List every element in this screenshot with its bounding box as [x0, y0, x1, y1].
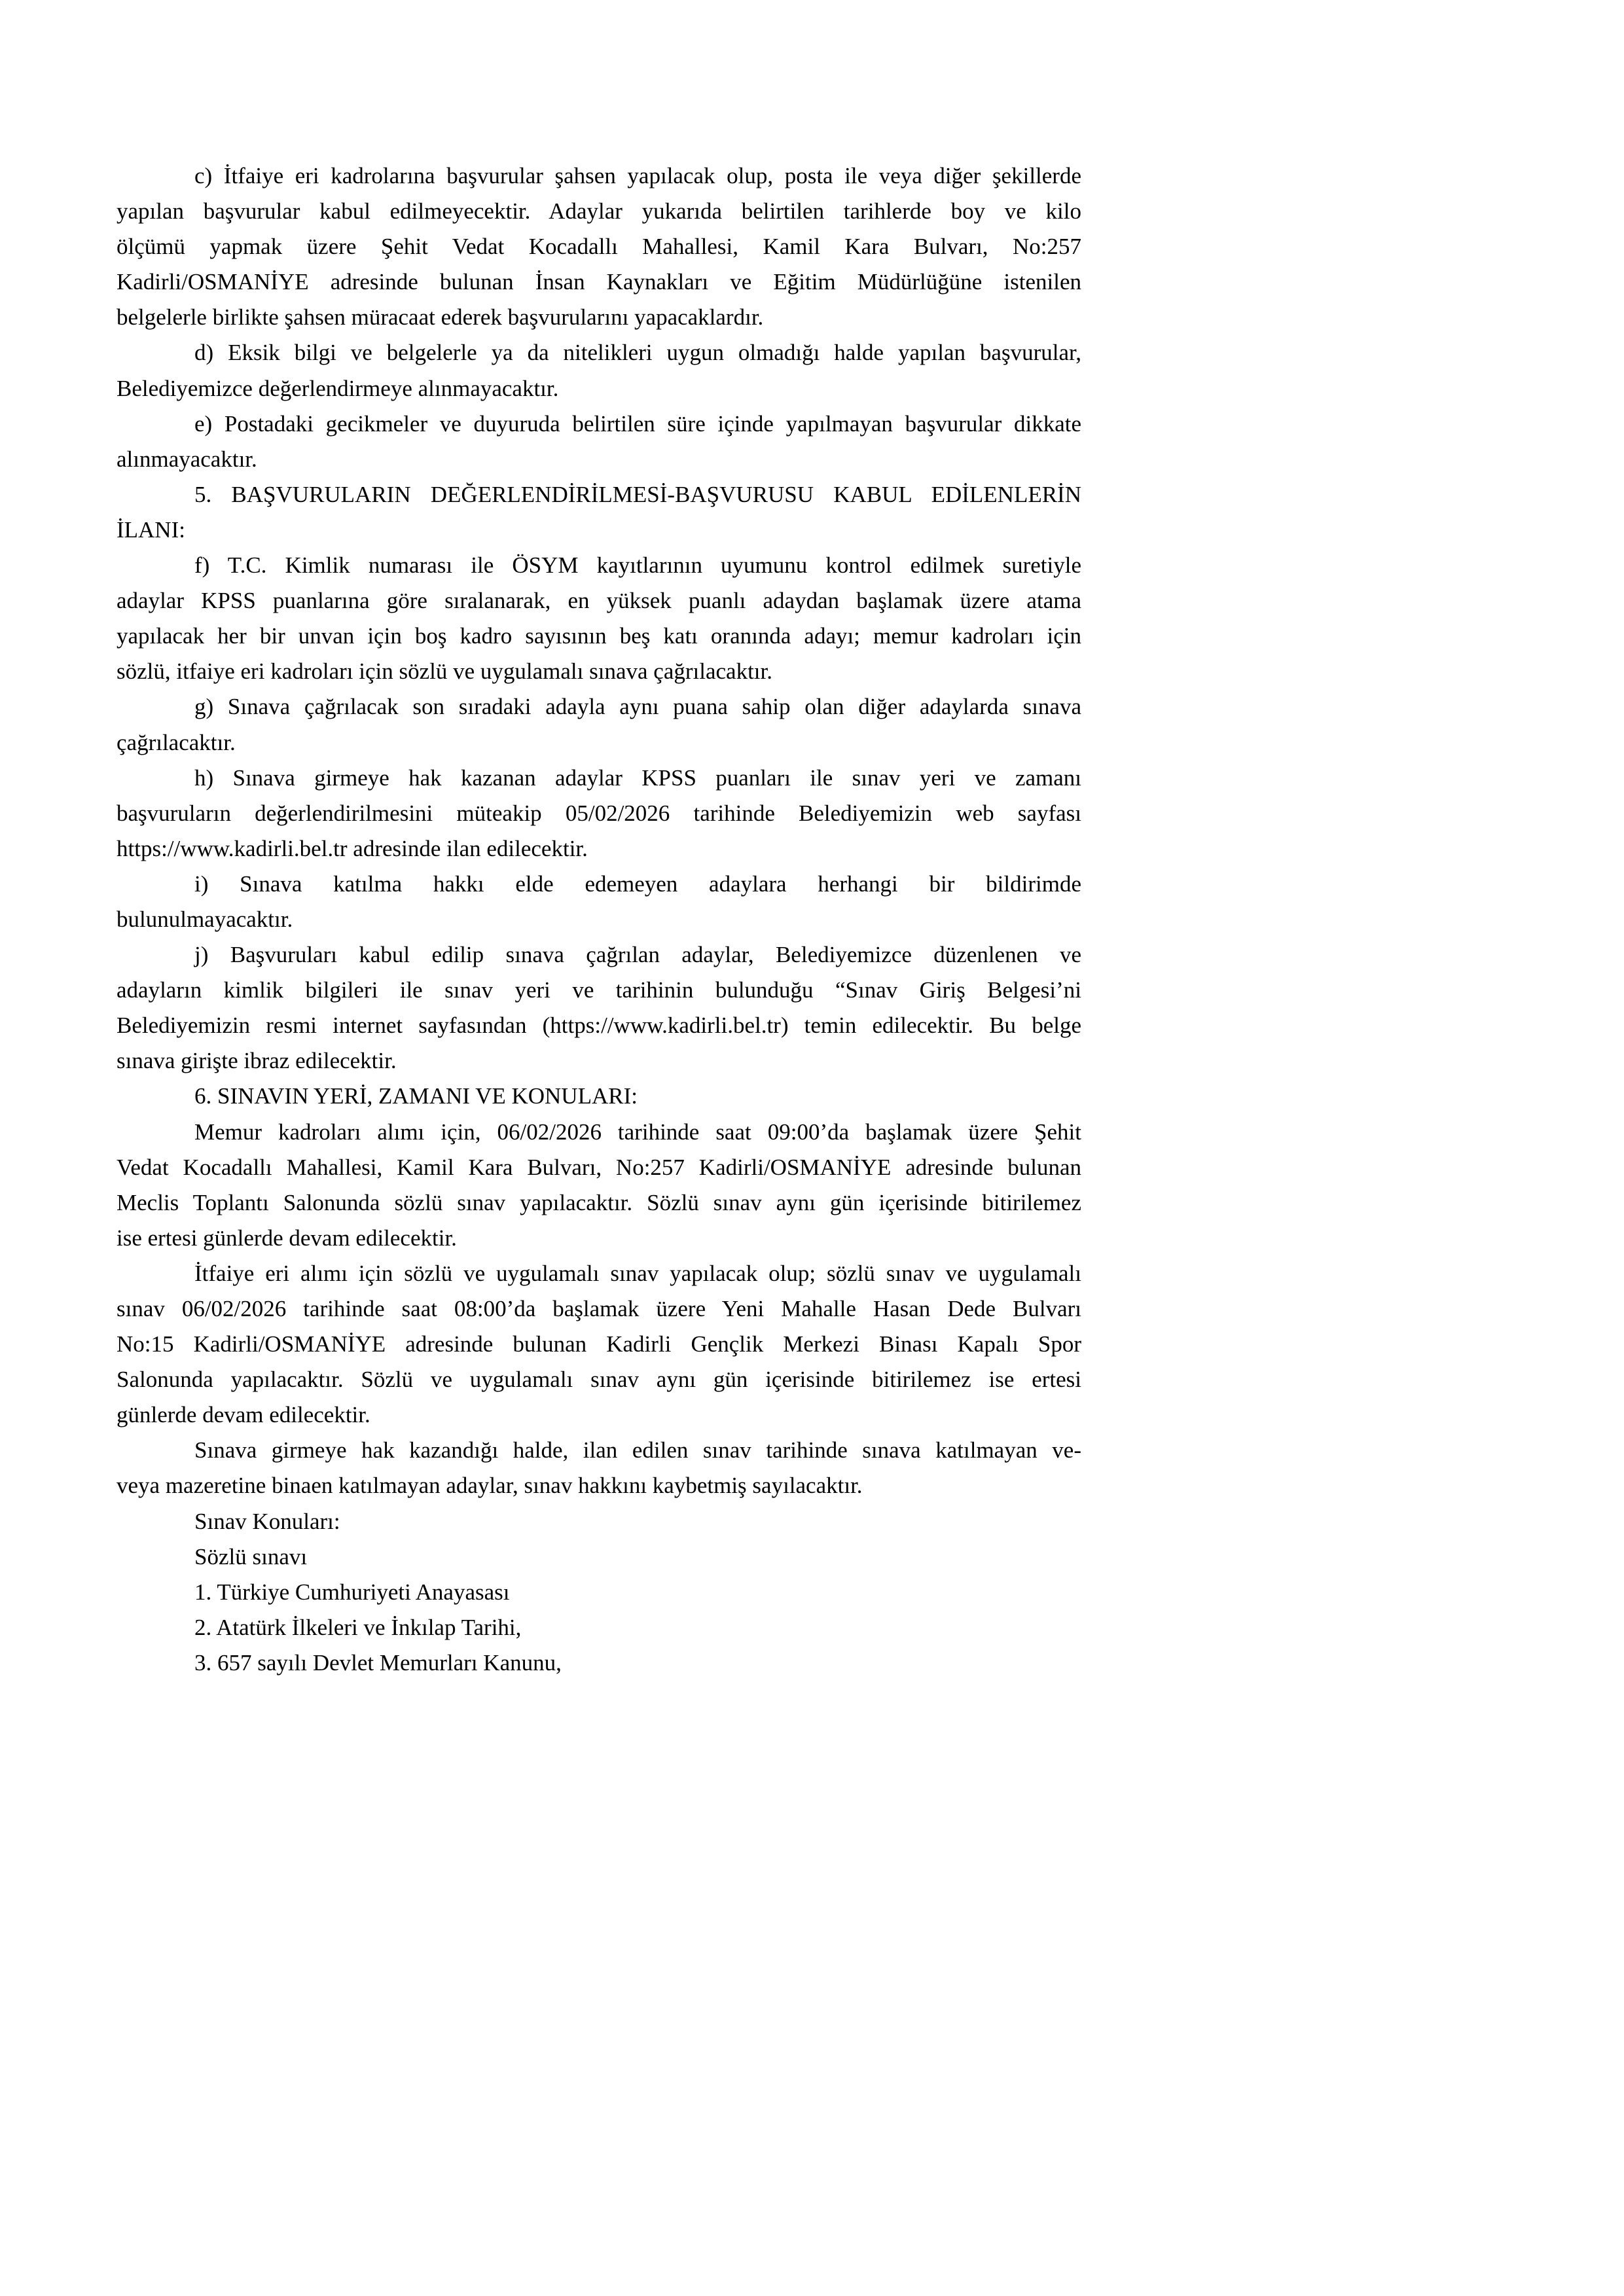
text-line: belgelerle birlikte şahsen müracaat ederek başvurularını yapacaklardır.	[117, 304, 764, 331]
text-line: f) T.C. Kimlik numarası ile ÖSYM kayıtlarının uyumunu kontrol edilmek suretiyle	[194, 552, 1081, 579]
text-line: sınav 06/02/2026 tarihinde saat 08:00’da başlamak üzere Yeni Mahalle Hasan Dede Bulvarı	[117, 1296, 1081, 1321]
text-line: yapılacak her bir unvan için boş kadro sayısının beş katı oranında adayı; memur kadroları için	[117, 623, 1081, 649]
text-line: bulunulmayacaktır.	[117, 906, 293, 932]
text-line: sınava girişte ibraz edilecektir.	[117, 1048, 397, 1074]
exam-topic-item: 2. Atatürk İlkeleri ve İnkılap Tarihi,	[194, 1614, 522, 1640]
text-line: Belediyemizce değerlendirmeye alınmayacaktır.	[117, 375, 559, 401]
text-line: İtfaiye eri alımı için sözlü ve uygulamalı sınav yapılacak olup; sözlü sınav ve uygulamalı	[194, 1260, 1081, 1286]
section-heading-line: 5. BAŞVURULARIN DEĞERLENDİRİLMESİ-BAŞVURUSU KABUL EDİLENLERİN	[194, 481, 1081, 507]
website-link-line: https://www.kadirli.bel.tr adresinde ilan edilecektir.	[117, 835, 588, 861]
text-line: günlerde devam edilecektir.	[117, 1402, 370, 1428]
text-line: sözlü, itfaiye eri kadroları için sözlü ve uygulamalı sınava çağrılacaktır.	[117, 658, 772, 685]
text-line: veya mazeretine binaen katılmayan adaylar, sınav hakkını kaybetmiş sayılacaktır.	[117, 1473, 863, 1499]
text-line: e) Postadaki gecikmeler ve duyuruda belirtilen süre içinde yapılmayan başvurular dikkate	[194, 410, 1081, 437]
text-line: d) Eksik bilgi ve belgelerle ya da nitelikleri uygun olmadığı halde yapılan başvurular,	[194, 340, 1081, 366]
document-body	[117, 158, 1081, 1681]
text-line: Vedat Kocadallı Mahallesi, Kamil Kara Bulvarı, No:257 Kadirli/OSMANİYE adresinde bulunan	[117, 1154, 1081, 1180]
text-line: Memur kadroları alımı için, 06/02/2026 tarihinde saat 09:00’da başlamak üzere Şehit	[194, 1119, 1081, 1145]
text-line: çağrılacaktır.	[117, 729, 236, 755]
text-line: başvuruların değerlendirilmesini müteakip 05/02/2026 tarihinde Belediyemizin web sayfası	[117, 800, 1081, 826]
text-line: Kadirli/OSMANİYE adresinde bulunan İnsan Kaynakları ve Eğitim Müdürlüğüne istenilen	[117, 269, 1081, 295]
text-line: adayların kimlik bilgileri ile sınav yeri ve tarihinin bulunduğu “Sınav Giriş Belgesi’ni	[117, 977, 1081, 1003]
text-line: g) Sınava çağrılacak son sıradaki adayla aynı puana sahip olan diğer adaylarda sınava	[194, 694, 1081, 720]
text-line: adaylar KPSS puanlarına göre sıralanarak, en yüksek puanlı adaydan başlamak üzere atama	[117, 588, 1081, 614]
text-line: Meclis Toplantı Salonunda sözlü sınav yapılacaktır. Sözlü sınav aynı gün içerisinde bitirilemez	[117, 1189, 1081, 1215]
text-line: j) Başvuruları kabul edilip sınava çağrılan adaylar, Belediyemizce düzenlenen ve	[194, 942, 1081, 968]
text-line: h) Sınava girmeye hak kazanan adaylar KPSS puanları ile sınav yeri ve zamanı	[194, 764, 1081, 791]
text-line: ise ertesi günlerde devam edilecektir.	[117, 1225, 457, 1251]
section-heading-line: 6. SINAVIN YERİ, ZAMANI VE KONULARI:	[194, 1083, 638, 1109]
oral-exam-label: Sözlü sınavı	[194, 1543, 308, 1570]
text-line: c) İtfaiye eri kadrolarına başvurular şahsen yapılacak olup, posta ile veya diğer şekillerde	[194, 163, 1081, 188]
text-line: ölçümü yapmak üzere Şehit Vedat Kocadallı Mahallesi, Kamil Kara Bulvarı, No:257	[117, 234, 1081, 260]
section-heading-line: İLANI:	[117, 516, 185, 543]
text-line: Sınava girmeye hak kazandığı halde, ilan edilen sınav tarihinde sınava katılmayan ve-	[194, 1437, 1081, 1463]
text-line: Belediyemizin resmi internet sayfasından (https://www.kadirli.bel.tr) temin edilecektir. Bu belge	[117, 1013, 1081, 1039]
exam-topic-item: 1. Türkiye Cumhuriyeti Anayasası	[194, 1579, 510, 1605]
text-line: i) Sınava katılma hakkı elde edemeyen adaylara herhangi bir bildirimde	[194, 870, 1081, 897]
text-line: No:15 Kadirli/OSMANİYE adresinde bulunan Kadirli Gençlik Merkezi Binası Kapalı Spor	[117, 1331, 1081, 1357]
exam-topics-heading: Sınav Konuları:	[194, 1508, 340, 1534]
exam-topic-item: 3. 657 sayılı Devlet Memurları Kanunu,	[194, 1649, 562, 1676]
text-line: yapılan başvurular kabul edilmeyecektir. Adaylar yukarıda belirtilen tarihlerde boy ve kilo	[117, 198, 1081, 224]
text-line: alınmayacaktır.	[117, 446, 257, 472]
text-line: Salonunda yapılacaktır. Sözlü ve uygulamalı sınav aynı gün içerisinde bitirilemez ise ertesi	[117, 1367, 1081, 1393]
